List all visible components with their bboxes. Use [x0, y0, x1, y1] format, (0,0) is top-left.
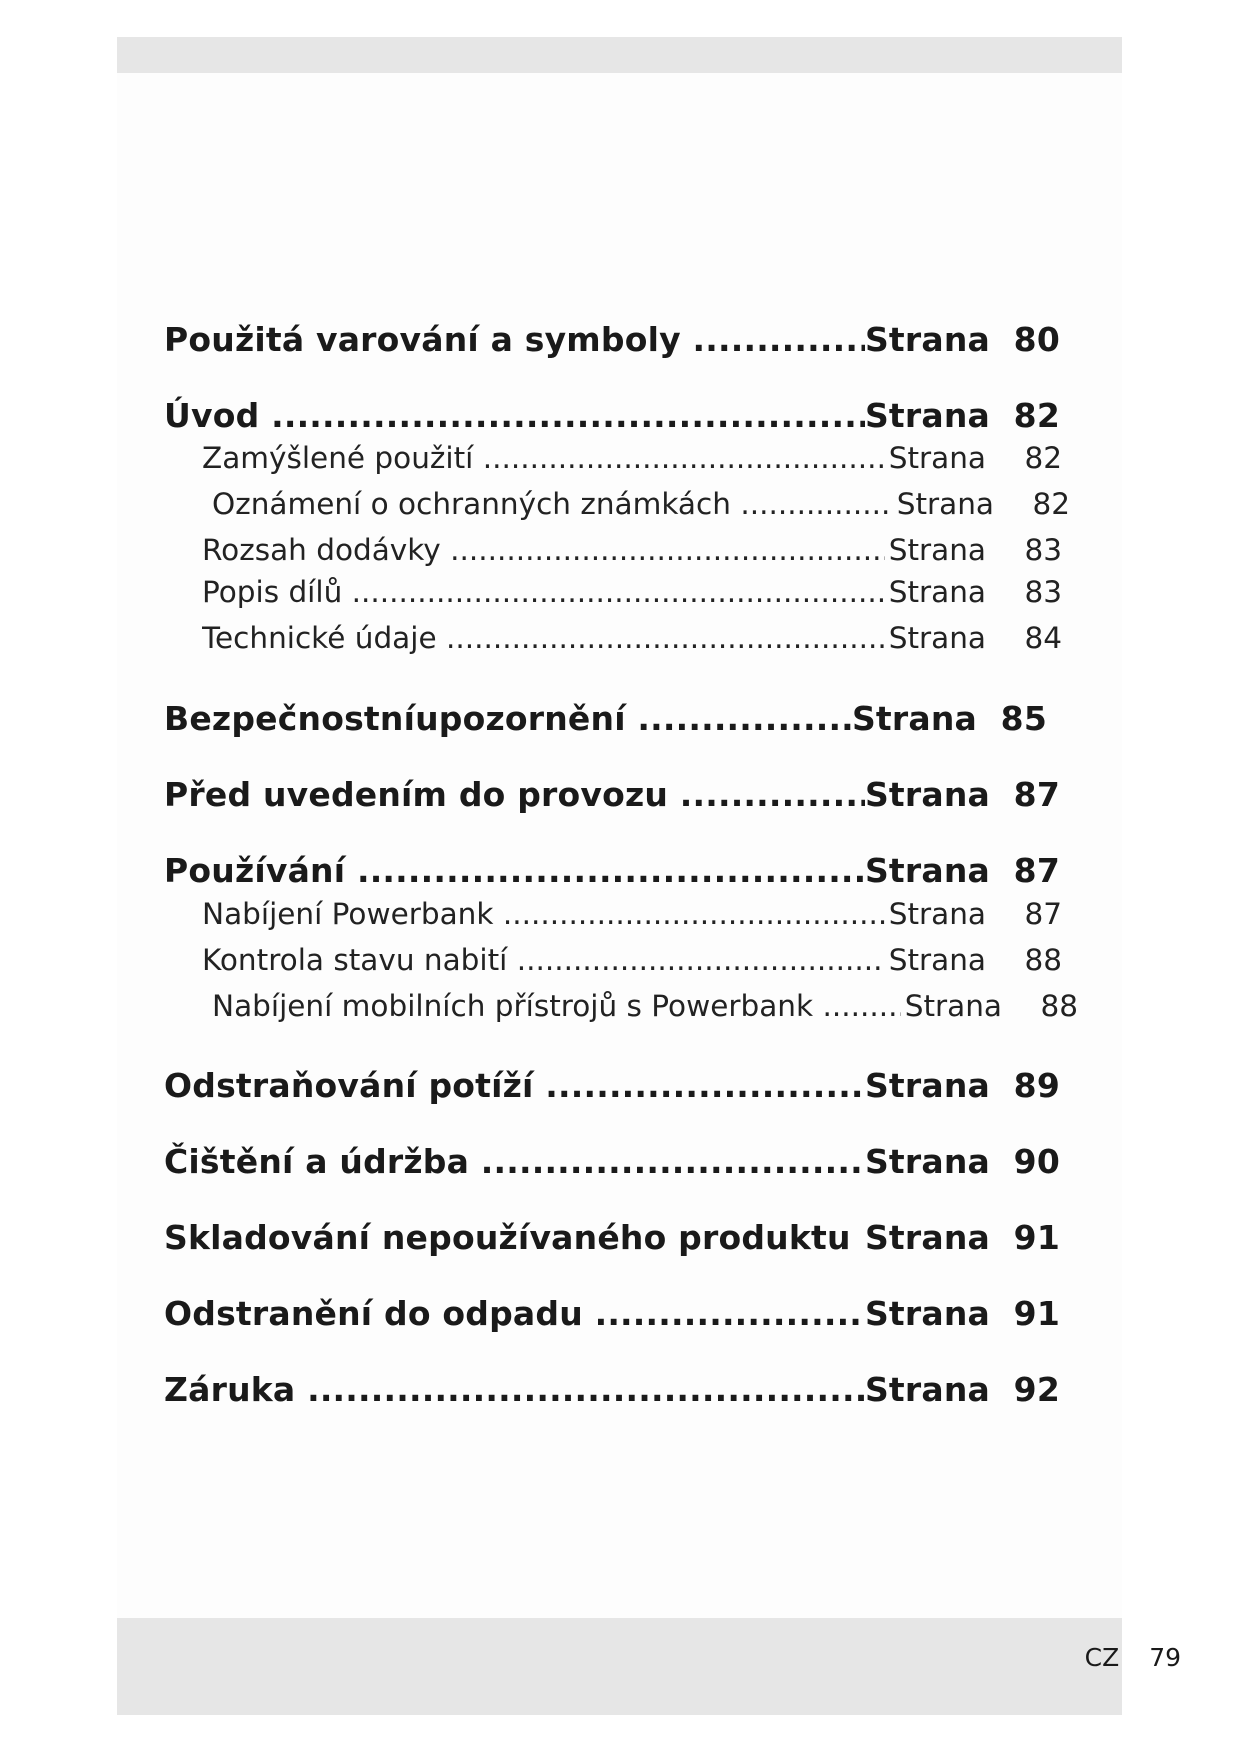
toc-subentry-parts[interactable]	[202, 574, 1062, 610]
toc-page-number: 87	[1013, 851, 1060, 890]
toc-page-number: 92	[1013, 1370, 1060, 1409]
toc-entry-storage[interactable]	[164, 1218, 1060, 1258]
toc-entry-title: Záruka .....	[164, 1370, 865, 1410]
toc-page-number: 88	[1040, 989, 1078, 1023]
toc-page-word: Strana	[864, 851, 990, 890]
toc-page-word: Strana	[864, 1142, 990, 1181]
toc-subentry-charge-status[interactable]	[202, 942, 1062, 978]
toc-entry-cleaning[interactable]	[164, 1142, 1060, 1182]
toc-page-number: 91	[1013, 1294, 1060, 1333]
toc-page-number: 89	[1013, 1066, 1060, 1105]
toc-entry-title: Rozsah dodávky .....	[202, 532, 885, 568]
toc-subentry-trademarks[interactable]	[212, 486, 1070, 522]
toc-page-number: 82	[1024, 441, 1062, 475]
toc-entry-title: Nabíjení Powerbank .....	[202, 896, 885, 932]
toc-entry-title: Bezpečnostníupozornění .....	[164, 699, 852, 739]
toc-entry-warranty[interactable]	[164, 1370, 1060, 1410]
toc-page-word: Strana	[864, 1370, 990, 1409]
toc-entry-title: Úvod .....	[164, 396, 865, 436]
toc-entry-troubleshooting[interactable]	[164, 1066, 1060, 1106]
toc-entry-title: Oznámení o ochranných známkách .....	[212, 486, 893, 522]
toc-page-word: Strana	[864, 1218, 990, 1257]
toc-entry-intro[interactable]	[164, 396, 1060, 436]
toc-entry-disposal[interactable]	[164, 1294, 1060, 1334]
toc-page-word: Strana	[896, 487, 994, 521]
toc-entry-before-use[interactable]	[164, 775, 1060, 815]
toc-entry-title: Technické údaje .....	[202, 620, 885, 656]
toc-page-word: Strana	[888, 575, 986, 609]
toc-entry-title: Kontrola stavu nabití .....	[202, 942, 885, 978]
toc-entry-title: Před uvedením do provozu .....	[164, 775, 865, 815]
toc-subentry-scope-of-delivery[interactable]	[202, 532, 1062, 568]
toc-page-word: Strana	[888, 441, 986, 475]
toc-page-word: Strana	[888, 533, 986, 567]
toc-page-word: Strana	[864, 1066, 990, 1105]
toc-entry-safety[interactable]	[164, 699, 1047, 739]
toc-entry-title: Nabíjení mobilních přístrojů s Powerbank .....	[212, 988, 901, 1024]
toc-subentry-technical-data[interactable]	[202, 620, 1062, 656]
toc-page-number: 90	[1013, 1142, 1060, 1181]
language-code: CZ	[1084, 1643, 1120, 1672]
toc-subentry-charging-mobile-devices[interactable]	[212, 988, 1078, 1024]
toc-entry-title: Odstranění do odpadu .....	[164, 1294, 865, 1334]
toc-page-number: 85	[1000, 699, 1047, 738]
toc-page-number: 80	[1013, 320, 1060, 359]
page-footer	[1085, 1645, 1181, 1670]
toc-page-number: 84	[1024, 621, 1062, 655]
toc-page-word: Strana	[864, 320, 990, 359]
toc-entry-title: Čištění a údržba .....	[164, 1142, 865, 1182]
toc-page-word: Strana	[864, 396, 990, 435]
toc-page-number: 82	[1032, 487, 1070, 521]
toc-entry-title: Zamýšlené použití .....	[202, 440, 885, 476]
toc-subentry-intended-use[interactable]	[202, 440, 1062, 476]
toc-entry-title: Používání .....	[164, 851, 865, 891]
toc-page-number: 83	[1024, 533, 1062, 567]
toc-page-number: 82	[1013, 396, 1060, 435]
toc-page-word: Strana	[888, 943, 986, 977]
toc-page-word: Strana	[888, 621, 986, 655]
toc-entry-title: Popis dílů .....	[202, 574, 885, 610]
toc-page-word: Strana	[864, 775, 990, 814]
toc-entry-usage[interactable]	[164, 851, 1060, 891]
toc-entry-title: Skladování nepoužívaného produktu .....	[164, 1218, 865, 1258]
toc-entry-title: Použitá varování a symboly .....	[164, 320, 865, 360]
toc-page-word: Strana	[904, 989, 1002, 1023]
toc-page-number: 87	[1013, 775, 1060, 814]
toc-subentry-charging-powerbank[interactable]	[202, 896, 1062, 932]
toc-entry-warnings[interactable]	[164, 320, 1060, 360]
toc-page-number: 88	[1024, 943, 1062, 977]
toc-entry-title: Odstraňování potíží .....	[164, 1066, 865, 1106]
toc-page-word: Strana	[864, 1294, 990, 1333]
page-number: 79	[1149, 1643, 1181, 1672]
toc-page-word: Strana	[851, 699, 977, 738]
toc-page-number: 87	[1024, 897, 1062, 931]
toc-page-number: 83	[1024, 575, 1062, 609]
toc-page-number: 91	[1013, 1218, 1060, 1257]
toc-page-word: Strana	[888, 897, 986, 931]
